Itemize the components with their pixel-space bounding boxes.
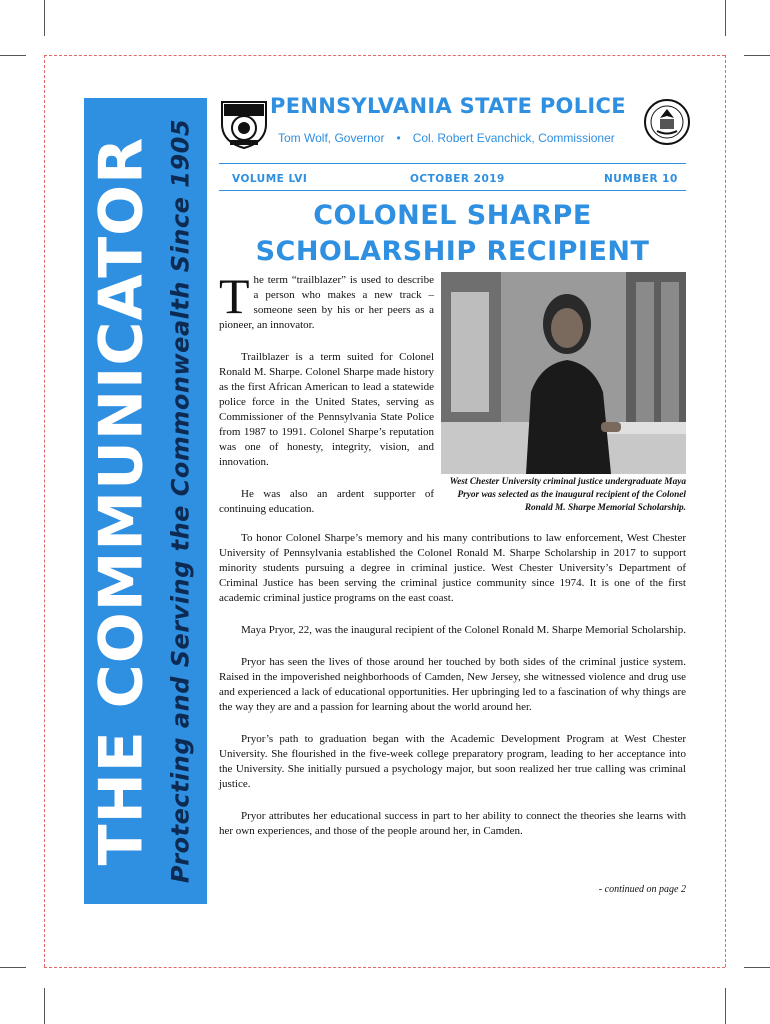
paragraph (219, 268, 434, 333)
divider (219, 163, 686, 164)
issue-date: OCTOBER 2019 (410, 173, 505, 185)
paragraph-text: he term “trailblazer” is used to describe a person who makes a new track – someone seen by his or her peers as a pioneer, an innovator. (219, 274, 434, 331)
continued-note: - continued on page 2 (598, 884, 686, 895)
leadership-line (278, 131, 615, 145)
trim-line (44, 55, 45, 967)
recipient-photo (441, 272, 686, 474)
paragraph: Maya Pryor, 22, was the inaugural recipient of the Colonel Ronald M. Sharpe Memorial Scholarship. (241, 624, 686, 636)
issue-number: NUMBER 10 (604, 173, 678, 185)
trim-line (725, 55, 726, 967)
psp-badge-icon (218, 98, 270, 150)
headline-line-2: SCHOLARSHIP RECIPIENT (255, 236, 650, 267)
article-column-left (219, 268, 434, 517)
masthead-banner (84, 98, 207, 904)
trim-line (44, 55, 725, 56)
commonwealth-seal-icon (643, 98, 691, 146)
commissioner-name: Col. Robert Evanchick, Commissioner (412, 131, 615, 145)
paragraph: Pryor’s path to graduation began with the Academic Development Program at West Chester University. She flourished in the five-week college preparatory program, leading to her acceptance into the University. She initially pursued a psychology major, but soon realized her true calling was criminal justice. (219, 733, 686, 790)
paragraph: Trailblazer is a term suited for Colonel Ronald M. Sharpe. Colonel Sharpe made history as the first African American to lead a statewide police force in the United States, serving as Commissioner of the Pennsylvania State Police from 1987 to 1991. Colonel Sharpe’s reputation was one of honesty, integrity, vision, and innovation. (219, 351, 434, 468)
newsletter-title: THE COMMUNICATOR (86, 136, 156, 866)
agency-name: PENNSYLVANIA STATE POLICE (270, 94, 626, 118)
paragraph: Pryor has seen the lives of those around her touched by both sides of the criminal justice system. Raised in the impoverished neighborhoods of Camden, New Jersey, she witnessed violence and drug use and experienced a lack of educational opportunities. Her upbringing led to a fascination of why things are the way they are and a passion for learning about the world around her. (219, 656, 686, 713)
divider (219, 190, 686, 191)
separator-bullet: • (396, 131, 401, 145)
newsletter-tagline: Protecting and Serving the Commonwealth Since 1905 (166, 118, 194, 884)
crop-mark (725, 0, 726, 36)
article-headline (219, 198, 686, 270)
trim-line (44, 967, 725, 968)
photo-caption: West Chester University criminal justice undergraduate Maya Pryor was selected as the inaugural recipient of the Colonel Ronald M. Sharpe Memorial Scholarship. (449, 477, 686, 513)
crop-mark (44, 0, 45, 36)
paragraph: To honor Colonel Sharpe’s memory and his many contributions to law enforcement, West Chester University of Pennsylvania established the Colonel Ronald M. Sharpe Scholarship in 2017 to support minority students pursuing a degree in criminal justice. West Chester University’s Department of Criminal Justice has been serving the criminal justice community since 1974. It is one of the first academic criminal justice programs on the east coast. (219, 532, 686, 604)
governor-name: Tom Wolf, Governor (278, 131, 385, 145)
crop-mark (0, 967, 26, 968)
paragraph: He was also an ardent supporter of continuing education. (219, 488, 434, 515)
drop-cap: T (219, 268, 250, 324)
crop-mark (744, 55, 770, 56)
paragraph: Pryor attributes her educational success in part to her ability to connect the theories she learns with her own experiences, and those of the people around her, in Camden. (219, 810, 686, 837)
issue-volume: VOLUME LVI (232, 173, 308, 185)
headline-line-1: COLONEL SHARPE (313, 200, 592, 231)
crop-mark (44, 988, 45, 1024)
crop-mark (744, 967, 770, 968)
crop-mark (725, 988, 726, 1024)
crop-mark (0, 55, 26, 56)
article-body (219, 531, 686, 839)
